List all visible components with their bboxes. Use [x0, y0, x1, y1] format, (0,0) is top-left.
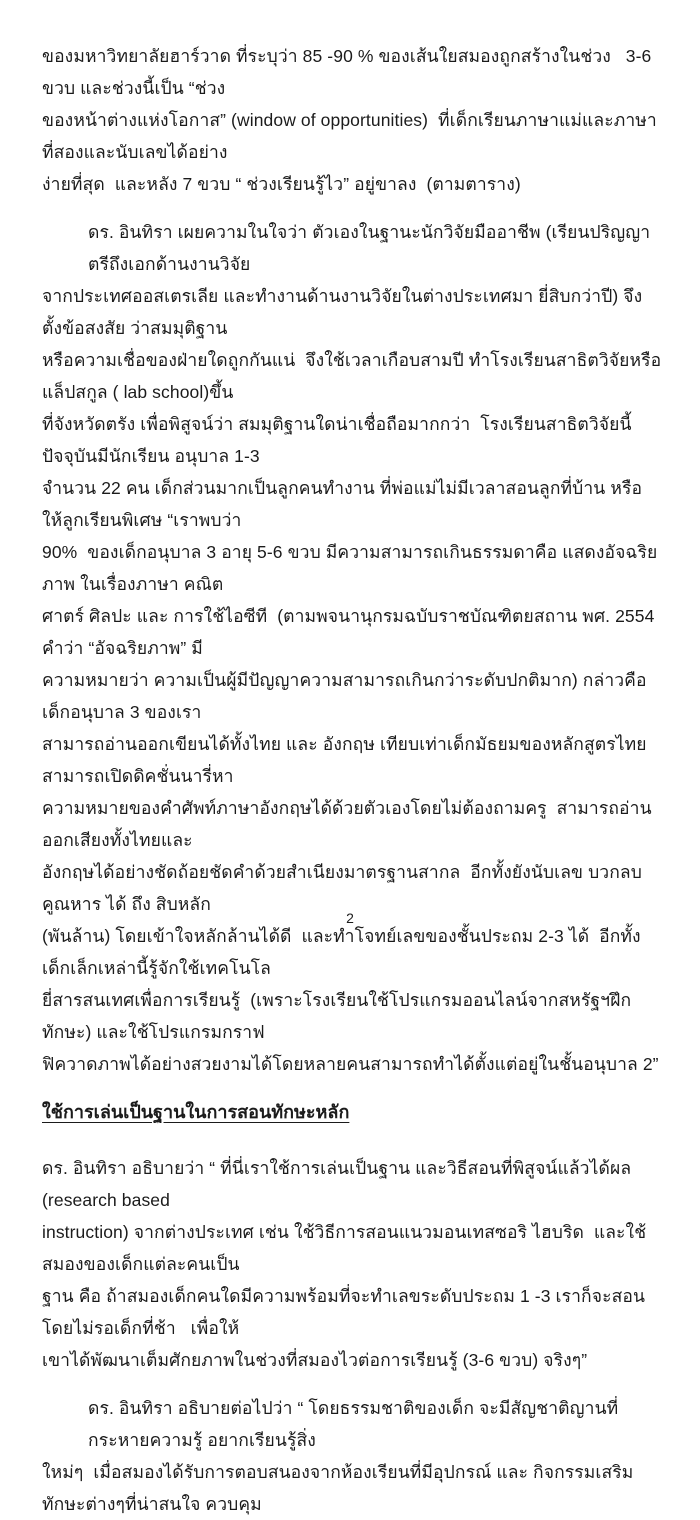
text-line: จำนวน 22 คน เด็กส่วนมากเป็นลูกคนทำงาน ที่พ่อแม่ไม่มีเวลาสอนลูกที่บ้าน หรือให้ลูกเรียนพิเศษ “เราพบว่า — [42, 478, 643, 530]
text-line: ใหม่ๆ เมื่อสมองได้รับการตอบสนองจากห้องเรียนที่มีอุปกรณ์ และ กิจกรรมเสริมทักษะต่างๆที่น่าสนใจ ควบคุม — [42, 1462, 634, 1514]
text-line: ของหน้าต่างแห่งโอกาส” (window of opportunities) ที่เด็กเรียนภาษาแม่และภาษาที่สองและนับเลขได้อย่าง — [42, 110, 657, 162]
text-line: ง่ายที่สุด และหลัง 7 ขวบ “ ช่วงเรียนรู้ไว” อยู่ขาลง (ตามตาราง) — [42, 174, 521, 194]
text-line: ดร. อินทิรา เผยความในใจว่า ตัวเองในฐานะนักวิจัยมืออาชีพ (เรียนปริญญาตรีถึงเอกด้านงานวิจัย — [88, 222, 651, 274]
text-line: จากประเทศออสเตรเลีย และทำงานด้านงานวิจัยในต่างประเทศมา ยี่สิบกว่าปี) จึงตั้งข้อสงสัย ว่าสมมุติฐาน — [42, 286, 643, 338]
text-line: สามารถอ่านออกเขียนได้ทั้งไทย และ อังกฤษ เทียบเท่าเด็กมัธยมของหลักสูตรไทย สามารถเปิดดิคชั่นนารี่หา — [42, 734, 657, 786]
text-line: (พันล้าน) โดยเข้าใจหลักล้านได้ดี และทำโจทย์เลขของชั้นประถม 2-3 ได้ อีกทั้งเด็กเล็กเหล่านี้รู้จักใช้เทคโนโล — [42, 926, 641, 978]
text-line: ที่จังหวัดตรัง เพื่อพิสูจน์ว่า สมมุติฐานใดน่าเชื่อถือมากกว่า โรงเรียนสาธิตวิจัยนี้ปัจจุบันมีนักเรียน อนุบาล 1-3 — [42, 414, 632, 466]
page-number: 2 — [346, 910, 354, 926]
text-line: ศาตร์ ศิลปะ และ การใช้ไอซีที (ตามพจนานุกรมฉบับราชบัณฑิตยสถาน พศ. 2554 คำว่า “อัจฉริยภาพ” มี — [42, 606, 670, 658]
text-line: ยี่สารสนเทศเพื่อการเรียนรู้ (เพราะโรงเรียนใช้โปรแกรมออนไลน์จากสหรัฐฯฝึกทักษะ) และใช้โปรแกรมกราฟ — [42, 990, 632, 1042]
paragraph — [42, 40, 662, 200]
text-line: ดร. อินทิรา อธิบายต่อไปว่า “ โดยธรรมชาติของเด็ก จะมีสัญชาติญานที่กระหายความรู้ อยากเรียนรู้สิ่ง — [88, 1398, 619, 1450]
text-line: 90% ของเด็กอนุบาล 3 อายุ 5-6 ขวบ มีความสามารถเกินธรรมดาคือ แสดงอัจฉริยภาพ ในเรื่องภาษา คณิต — [42, 542, 658, 594]
paragraph — [42, 1152, 662, 1376]
paragraph — [42, 1392, 662, 1520]
text-line: ของมหาวิทยาลัยฮาร์วาด ที่ระบุว่า 85 -90 % ของเส้นใยสมองถูกสร้างในช่วง 3-6 ขวบ และช่วงนี้เป็น “ช่วง — [42, 46, 657, 98]
text-line: อังกฤษได้อย่างชัดถ้อยชัดคำด้วยสำเนียงมาตรฐานสากล อีกทั้งยังนับเลข บวกลบ คูณหาร ได้ ถึง สิบหลัก — [42, 862, 647, 914]
text-line: หรือความเชื่อของฝ่ายใดถูกกันแน่ จึงใช้เวลาเกือบสามปี ทำโรงเรียนสาธิตวิจัยหรือแล็ปสกูล ( lab school)ขึ้น — [42, 350, 662, 402]
text-line: ฐาน คือ ถ้าสมองเด็กคนใดมีความพร้อมที่จะทำเลขระดับประถม 1 -3 เราก็จะสอนโดยไม่รอเด็กที่ช้า เพื่อให้ — [42, 1286, 646, 1338]
text-line: ดร. อินทิรา อธิบายว่า “ ที่นี่เราใช้การเล่นเป็นฐาน และวิธีสอนที่พิสูจน์แล้วได้ผล (research based — [42, 1158, 637, 1210]
text-line: ฟิควาดภาพได้อย่างสวยงามได้โดยหลายคนสามารถทำได้ตั้งแต่อยู่ในชั้นอนุบาล 2” — [42, 1054, 659, 1074]
text-line: ความหมายของคำศัพท์ภาษาอังกฤษได้ด้วยตัวเองโดยไม่ต้องถามครู สามารถอ่านออกเสียงทั้งไทยและ — [42, 798, 652, 850]
section-heading: ใช้การเล่นเป็นฐานในการสอนทักษะหลัก — [42, 1102, 350, 1122]
paragraph — [42, 216, 670, 1080]
text-line: instruction) จากต่างประเทศ เช่น ใช้วิธีการสอนแนวมอนเทสซอริ ไฮบริด และใช้สมองของเด็กแต่ละคนเป็น — [42, 1222, 647, 1274]
text-line: ความหมายว่า ความเป็นผู้มีปัญญาความสามารถเกินกว่าระดับปกติมาก) กล่าวคือ เด็กอนุบาล 3 ของเรา — [42, 670, 652, 722]
text-line: เขาได้พัฒนาเต็มศักยภาพในช่วงที่สมองไวต่อการเรียนรู้ (3-6 ขวบ) จริงๆ” — [42, 1350, 588, 1370]
page-footer — [0, 908, 700, 928]
